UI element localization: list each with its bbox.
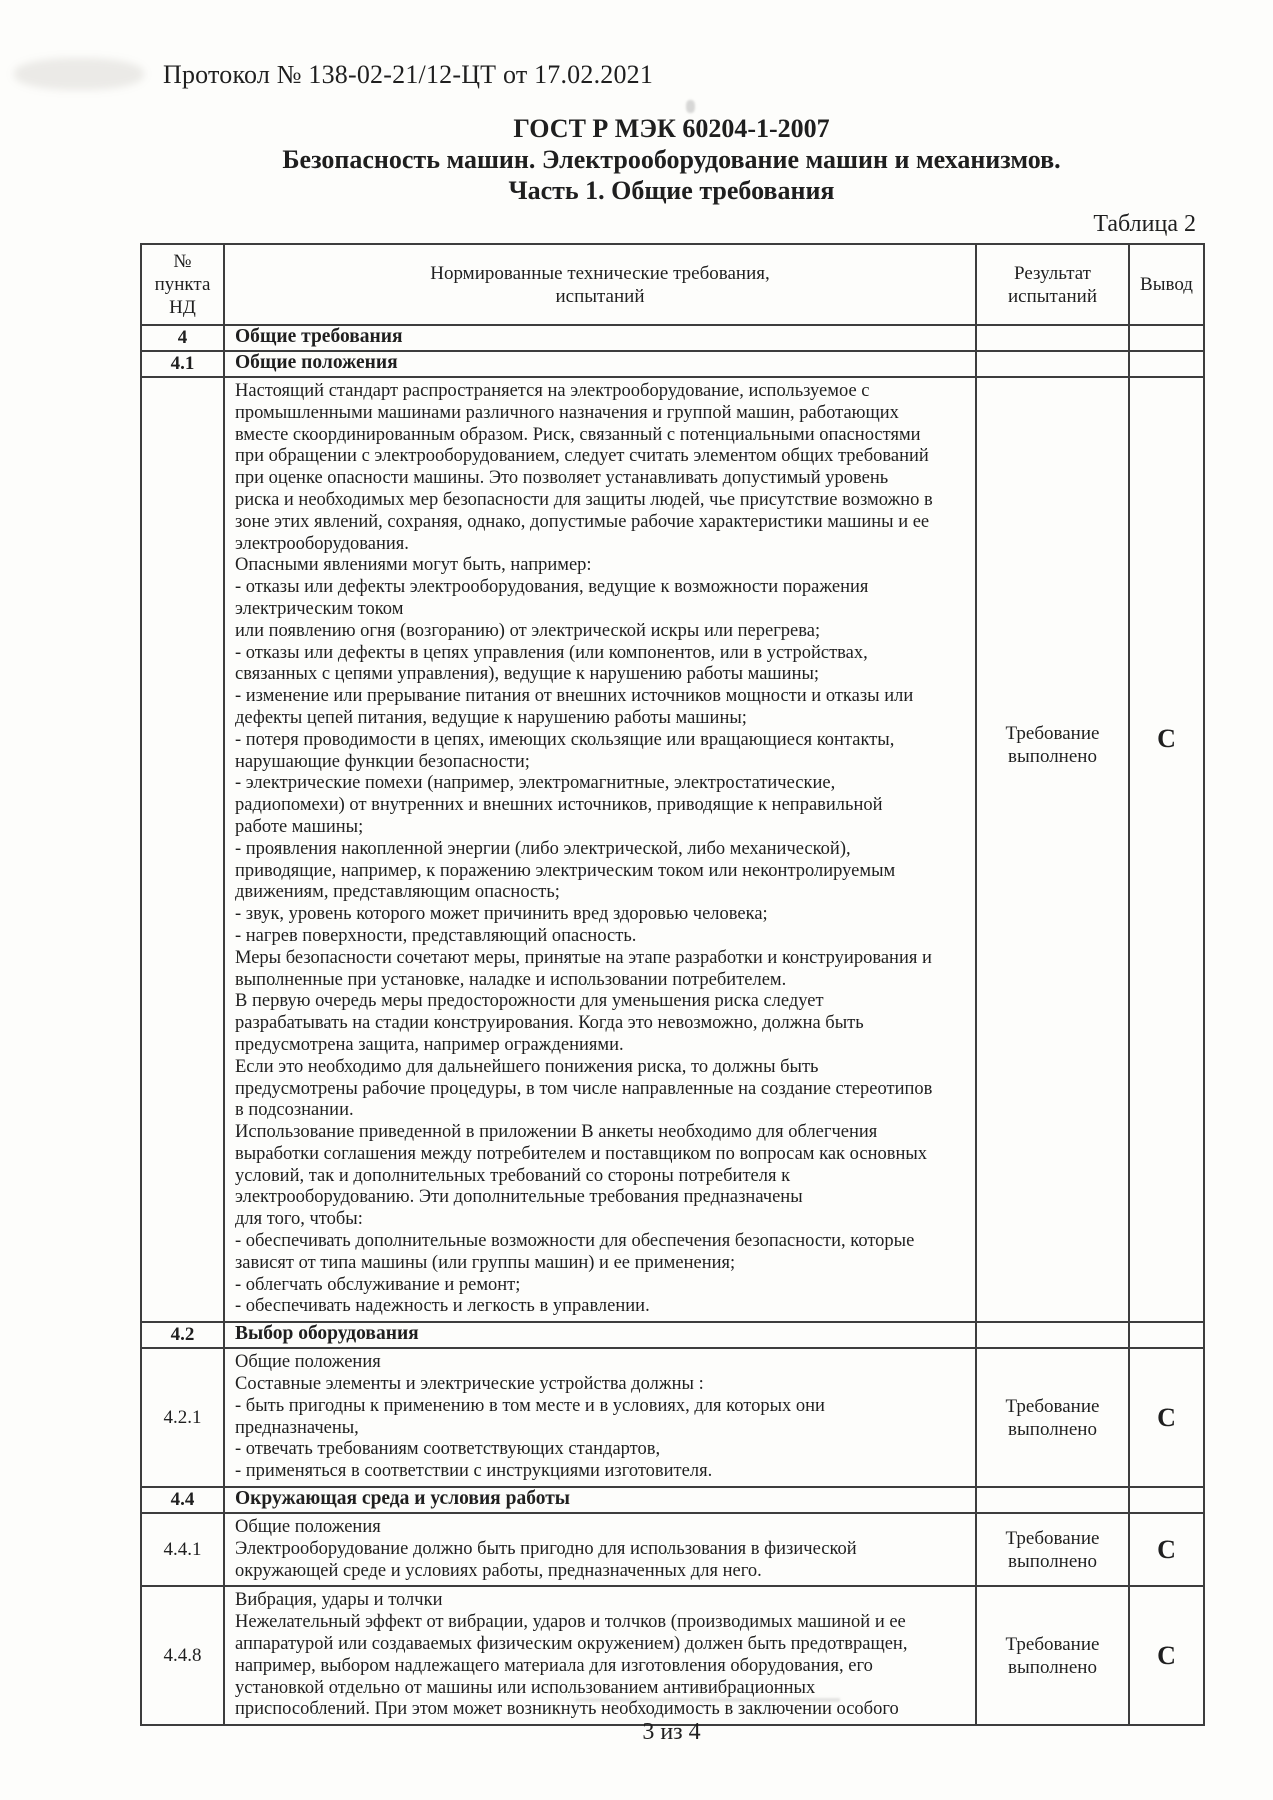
cell-requirement-text: Выбор оборудования — [224, 1322, 976, 1348]
table-row — [141, 377, 1204, 1322]
text-line: - отказы или дефекты электрооборудования, ведущие к возможности поражения — [235, 577, 869, 598]
text-line: Нежелательный эффект от вибрации, ударов и толчков (производимых машиной и ее — [235, 1612, 906, 1633]
text-line: Вибрация, удары и толчки — [235, 1590, 443, 1611]
cell-requirement-text: Общие положения — [224, 351, 976, 377]
cell-test-result: Требование выполнено — [976, 1348, 1129, 1487]
cell-test-result — [976, 325, 1129, 351]
text-line: - обеспечивать дополнительные возможности для обеспечения безопасности, которые — [235, 1231, 915, 1252]
text-line: окружающей среде и условиях работы, предназначенных для него. — [235, 1560, 762, 1581]
col-header-requirements-line1: Нормированные технические требования, — [430, 262, 770, 284]
text-line: - отказы или дефекты в цепях управления (или компонентов, или в устройствах, — [235, 642, 868, 663]
text-line: вместе скоординированным образом. Риск, связанный с потенциальными опасностями — [235, 424, 921, 445]
cell-point-number: 4.4 — [141, 1487, 224, 1513]
cell-point-number: 4.4.8 — [141, 1586, 224, 1725]
text-line: выполненные при установке, наладке и использовании потребителем. — [235, 969, 787, 990]
text-line: предусмотрена защита, например ограждениями. — [235, 1034, 624, 1055]
text-line: - нагрев поверхности, представляющий опасность. — [235, 925, 637, 946]
cell-verdict — [1129, 1487, 1204, 1513]
text-line: при обращении с электрооборудованием, следует считать элементом общих требований — [235, 446, 929, 467]
protocol-number-line: Протокол № 138-02-21/12-ЦТ от 17.02.2021 — [163, 60, 654, 89]
text-line: - электрические помехи (например, электромагнитные, электростатические, — [235, 773, 836, 794]
table-row — [141, 351, 1204, 377]
cell-point-number: 4.2.1 — [141, 1348, 224, 1487]
text-line: разрабатывать на стадии конструирования. Когда это невозможно, должна быть — [235, 1013, 864, 1034]
table-row — [141, 1586, 1204, 1725]
scan-artifact — [14, 58, 144, 90]
cell-point-number: 4.2 — [141, 1322, 224, 1348]
table-row — [141, 1322, 1204, 1348]
standard-number-title: ГОСТ Р МЭК 60204-1-2007 — [513, 114, 830, 143]
text-line: связанных с цепями управления), ведущие к нарушению работы машины; — [235, 664, 820, 685]
text-line: - потеря проводимости в цепях, имеющих скользящие или вращающиеся контакты, — [235, 729, 895, 750]
text-line: электрооборудованию. Эти дополнительные требования предназначены — [235, 1187, 803, 1208]
standard-part-title: Часть 1. Общие требования — [508, 176, 835, 205]
text-line: установкой отдельно от машины или использованием антивибрационных — [235, 1677, 816, 1698]
table-header-row — [141, 244, 1204, 325]
cell-test-result — [976, 1487, 1129, 1513]
text-line: например, выбором надлежащего материала для изготовления оборудования, его — [235, 1655, 873, 1676]
col-header-point-number: № пункта НД — [141, 244, 224, 325]
cell-test-result — [976, 351, 1129, 377]
text-line: для того, чтобы: — [235, 1209, 363, 1230]
text-line: аппаратурой или создаваемых физическим окружением) должен быть предотвращен, — [235, 1634, 908, 1655]
text-line: выработки соглашения между потребителем и поставщиком по вопросам как основных — [235, 1143, 928, 1164]
text-line: условий, так и дополнительных требований со стороны потребителя к — [235, 1165, 791, 1186]
requirements-table — [140, 243, 1205, 1726]
text-line: Использование приведенной в приложении В анкеты необходимо для облегчения — [235, 1122, 878, 1143]
cell-point-number: 4 — [141, 325, 224, 351]
text-line: электрическим током — [235, 598, 404, 619]
text-line: дефекты цепей питания, ведущие к нарушению работы машины; — [235, 707, 747, 728]
text-line: В первую очередь меры предосторожности для уменьшения риска следует — [235, 991, 824, 1012]
text-line: работе машины; — [235, 816, 364, 837]
text-line: радиопомехи) от внутренних и внешних источников, приводящие к неправильной — [235, 795, 883, 816]
text-line: предназначены, — [235, 1417, 359, 1438]
page-number: 3 из 4 — [642, 1719, 701, 1745]
cell-point-number: 4.4.1 — [141, 1513, 224, 1586]
text-line: - звук, уровень которого может причинить вред здоровью человека; — [235, 904, 768, 925]
text-line: Настоящий стандарт распространяется на электрооборудование, используемое с — [235, 381, 870, 401]
cell-test-result — [976, 1322, 1129, 1348]
cell-verdict: С — [1129, 377, 1204, 1322]
table-caption: Таблица 2 — [1093, 211, 1196, 237]
text-line: нарушающие функции безопасности; — [235, 751, 530, 772]
cell-point-number — [141, 377, 224, 1322]
cell-requirement-text: Окружающая среда и условия работы — [224, 1487, 976, 1513]
text-line: приводящие, например, к поражению электрическим током или неконтролируемым — [235, 860, 896, 881]
text-line: - изменение или прерывание питания от внешних источников мощности и отказы или — [235, 686, 914, 707]
text-line: - применяться в соответствии с инструкциями изготовителя. — [235, 1461, 713, 1482]
text-line: или появлению огня (возгоранию) от электрической искры или перегрева; — [235, 620, 821, 641]
text-line: Опасными явлениями могут быть, например: — [235, 555, 592, 576]
col-header-result: Результат испытаний — [976, 244, 1129, 325]
text-line: движениям, представляющим опасность; — [235, 882, 560, 903]
text-line: Общие положения — [235, 1352, 381, 1373]
cell-test-result: Требование выполнено — [976, 377, 1129, 1322]
cell-test-result: Требование выполнено — [976, 1513, 1129, 1586]
scan-artifact — [686, 100, 695, 113]
cell-requirement-text — [224, 1513, 976, 1586]
text-line: зависят от типа машины (или группы машин) и ее применения; — [235, 1252, 736, 1273]
cell-requirement-text: Общие требования — [224, 325, 976, 351]
text-line: - облегчать обслуживание и ремонт; — [235, 1274, 521, 1295]
standard-name-title: Безопасность машин. Электрооборудование машин и механизмов. — [282, 145, 1061, 174]
text-line: приспособлений. При этом может возникнуть необходимость в заключении особого — [235, 1699, 899, 1720]
cell-verdict: С — [1129, 1348, 1204, 1487]
text-line: - обеспечивать надежность и легкость в управлении. — [235, 1296, 650, 1317]
text-line: Меры безопасности сочетают меры, принятые на этапе разработки и конструирования и — [235, 947, 932, 968]
table-row — [141, 325, 1204, 351]
text-line: предусмотрены рабочие процедуры, в том числе направленные на создание стереотипов — [235, 1078, 933, 1099]
text-line: промышленными машинами различного назначения и группой машин, работающих — [235, 402, 899, 423]
cell-verdict: С — [1129, 1513, 1204, 1586]
col-header-verdict: Вывод — [1129, 244, 1204, 325]
table-row — [141, 1487, 1204, 1513]
text-line: - быть пригодны к применению в том месте и в условиях, для которых они — [235, 1395, 825, 1416]
col-header-requirements-line2: испытаний — [555, 285, 645, 307]
cell-requirement-text — [224, 1586, 976, 1725]
requirements-table-body — [141, 325, 1204, 1725]
text-line: зоне этих явлений, сохраняя, однако, допустимые рабочие характеристики машины и ее — [235, 511, 930, 532]
text-line: - отвечать требованиям соответствующих стандартов, — [235, 1439, 661, 1460]
cell-verdict — [1129, 325, 1204, 351]
text-line: при оценке опасности машины. Это позволяет устанавливать допустимый уровень — [235, 468, 889, 489]
table-row — [141, 1513, 1204, 1586]
cell-point-number: 4.1 — [141, 351, 224, 377]
text-line: - проявления накопленной энергии (либо электрической, либо механической), — [235, 838, 851, 859]
text-line: в подсознании. — [235, 1100, 354, 1121]
document-title-block — [140, 113, 1203, 206]
cell-verdict — [1129, 1322, 1204, 1348]
table-row — [141, 1348, 1204, 1487]
cell-requirement-text — [224, 1348, 976, 1487]
cell-verdict: С — [1129, 1586, 1204, 1725]
text-line: Если это необходимо для дальнейшего понижения риска, то должны быть — [235, 1056, 819, 1077]
text-line: Составные элементы и электрические устройства должны : — [235, 1374, 704, 1395]
text-line: Общие положения — [235, 1517, 381, 1538]
text-line: электрооборудования. — [235, 533, 409, 554]
col-header-requirements — [224, 244, 976, 325]
cell-requirement-text — [224, 377, 976, 1322]
text-line: риска и необходимых мер безопасности для защиты людей, чье присутствие возможно в — [235, 489, 933, 510]
cell-test-result: Требование выполнено — [976, 1586, 1129, 1725]
text-line: Электрооборудование должно быть пригодно для использования в физической — [235, 1538, 857, 1559]
cell-verdict — [1129, 351, 1204, 377]
